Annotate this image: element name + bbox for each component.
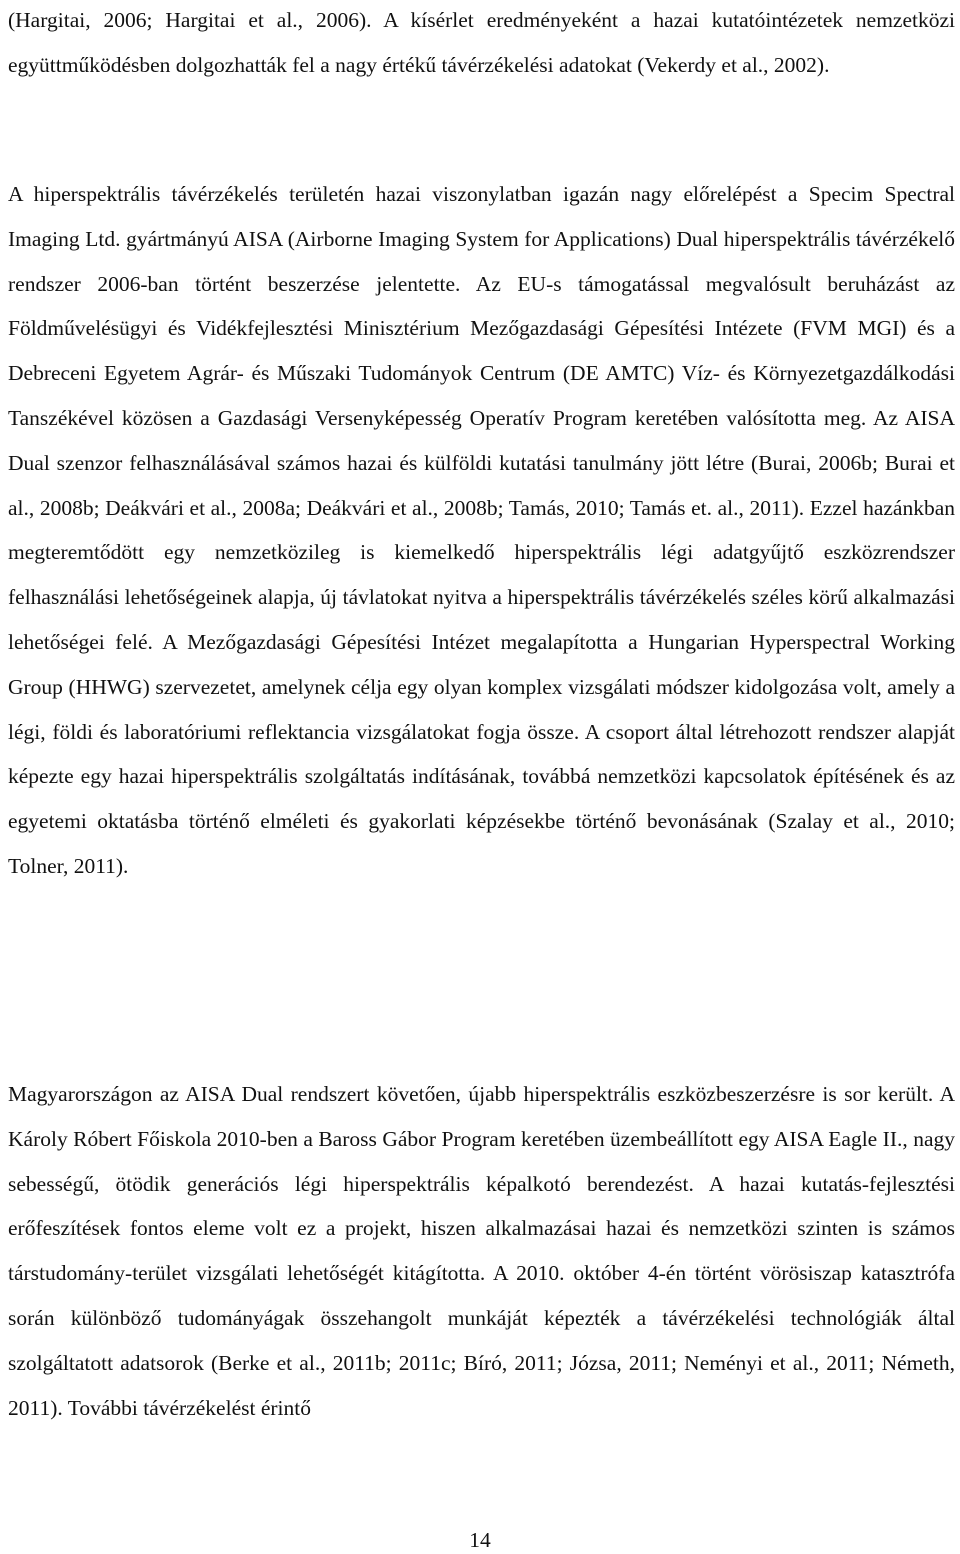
paragraph-hyperspectral-history: A hiperspektrális távérzékelés területén hazai viszonylatban igazán nagy előrelépést a Specim Spectral Imaging Ltd. gyártmányú AISA (Airborne Imaging System for Applications) Dual hiperspektrális távérzékelő rendszer 2006-ban történt beszerzése jelentette. Az EU-s támogatással megvalósult beruházást az Földművelésügyi és Vidékfejlesztési Minisztérium Mezőgazdasági Gépesítési Intézete (FVM MGI) és a Debreceni Egyetem Agrár- és Műszaki Tudományok Centrum (DE AMTC) Víz- és Környezetgazdálkodási Tanszékével közösen a Gazdasági Versenyképesség Operatív Program keretében valósította meg. Az AISA Dual szenzor felhasználásával számos hazai és külföldi kutatási tanulmány jött létre (Burai, 2006b; Burai et al., 2008b; Deákvári et al., 2008a; Deákvári et al., 2008b; Tamás, 2010; Tamás et. al., 2011). Ezzel hazánkban megteremtődött egy nemzetközileg is kiemelkedő hiperspektrális légi adatgyűjtő eszközrendszer felhasználási lehetőségeinek alapja, új távlatokat nyitva a hiperspektrális távérzékelés széles körű alkalmazási lehetőségei felé. A Mezőgazdasági Gépesítési Intézet megalapította a Hungarian Hyperspectral Working Group (HHWG) szervezetet, amelynek célja egy olyan komplex vizsgálati módszer kidolgozása volt, amely a légi, földi és laboratóriumi reflektancia vizsgálatokat fogja össze. A csoport által létrehozott rendszer alapját képezte egy hazai hiperspektrális szolgáltatás indításának, továbbá nemzetközi kapcsolatok építésének és az egyetemi oktatásba történő elméleti és gyakorlati képzésekbe történő bevonásának (Szalay et al., 2010; Tolner, 2011). <box>8 182 955 878</box>
paragraph-continuation: (Hargitai, 2006; Hargitai et al., 2006). A kísérlet eredményeként a hazai kutatóintézetek nemzetközi együttműködésben dolgozhatták fel a nagy értékű távérzékelési adatokat (Vekerdy et al., 2002). <box>8 8 955 77</box>
page-number: 14 <box>469 1528 491 1552</box>
paragraph-aisa-eagle: Magyarországon az AISA Dual rendszert követően, újabb hiperspektrális eszközbeszerzésre is sor került. A Károly Róbert Főiskola 2010-ben a Baross Gábor Program keretében üzembeállított egy AISA Eagle II., nagy sebességű, ötödik generációs légi hiperspektrális képalkotó berendezést. A hazai kutatás-fejlesztési erőfeszítések fontos eleme volt ez a projekt, hiszen alkalmazásai hazai és nemzetközi szinten is számos társtudomány-terület vizsgálati lehetőségét kitágította. A 2010. október 4-én történt vörösiszap katasztrófa során különböző tudományágak összehangolt munkáját képezték a távérzékelési technológiák által szolgáltatott adatsorok (Berke et al., 2011b; 2011c; Bíró, 2011; Józsa, 2011; Neményi et al., 2011; Németh, 2011). További távérzékelést érintő <box>8 1082 955 1420</box>
